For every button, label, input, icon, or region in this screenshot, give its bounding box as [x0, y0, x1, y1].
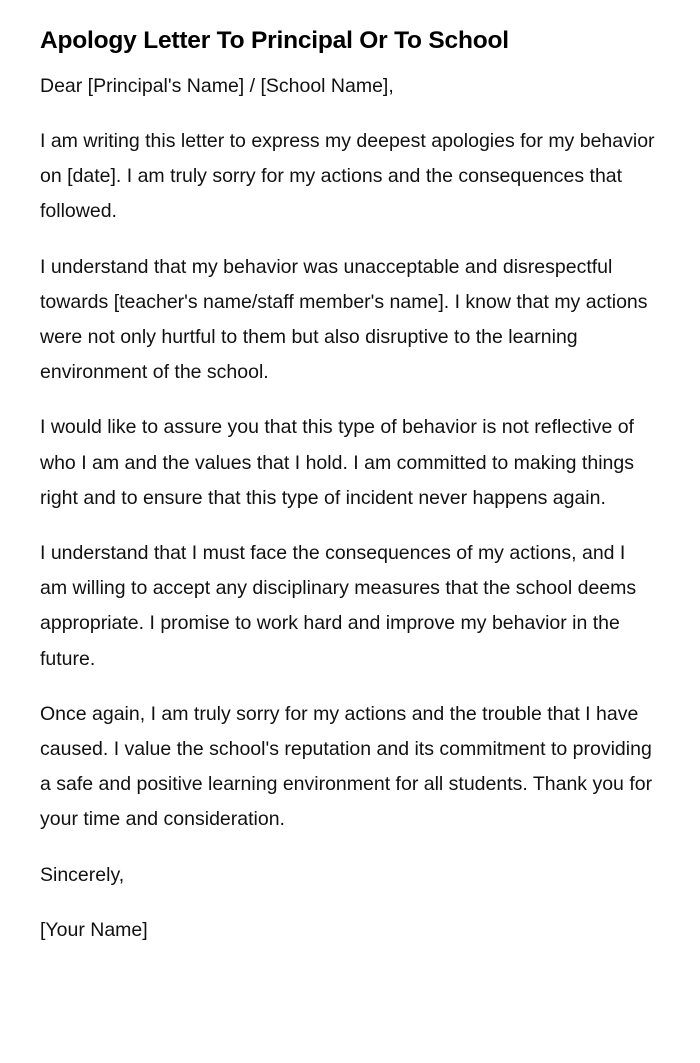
- letter-paragraph-4: I understand that I must face the consequences of my actions, and I am willing to accept any disciplinary measures that the school deems appropriate. I promise to work hard and improve my behavior in the future.: [40, 542, 637, 670]
- letter-signature: [Your Name]: [40, 918, 148, 941]
- letter-paragraph-5: Once again, I am truly sorry for my actions and the trouble that I have caused. I value the school's reputation and its commitment to providing a safe and positive learning environment for all students. Thank you for your time and consideration.: [40, 702, 653, 831]
- letter-closing: Sincerely,: [40, 863, 125, 886]
- letter-salutation: Dear [Principal's Name] / [School Name],: [40, 75, 394, 97]
- letter-title: Apology Letter To Principal Or To School: [40, 27, 509, 54]
- letter-paragraph-2: I understand that my behavior was unacceptable and disrespectful towards [teacher's name/staff member's name]. I know that my actions were not only hurtful to them but also disruptive to the learning environment of the school.: [40, 255, 648, 384]
- letter-paragraph-1: I am writing this letter to express my deepest apologies for my behavior on [date]. I am truly sorry for my actions and the consequences that followed.: [40, 130, 655, 223]
- letter-document: [40, 24, 655, 948]
- letter-paragraph-3: I would like to assure you that this type of behavior is not reflective of who I am and the values that I hold. I am committed to making things right and to ensure that this type of incident never happens again.: [40, 416, 634, 509]
